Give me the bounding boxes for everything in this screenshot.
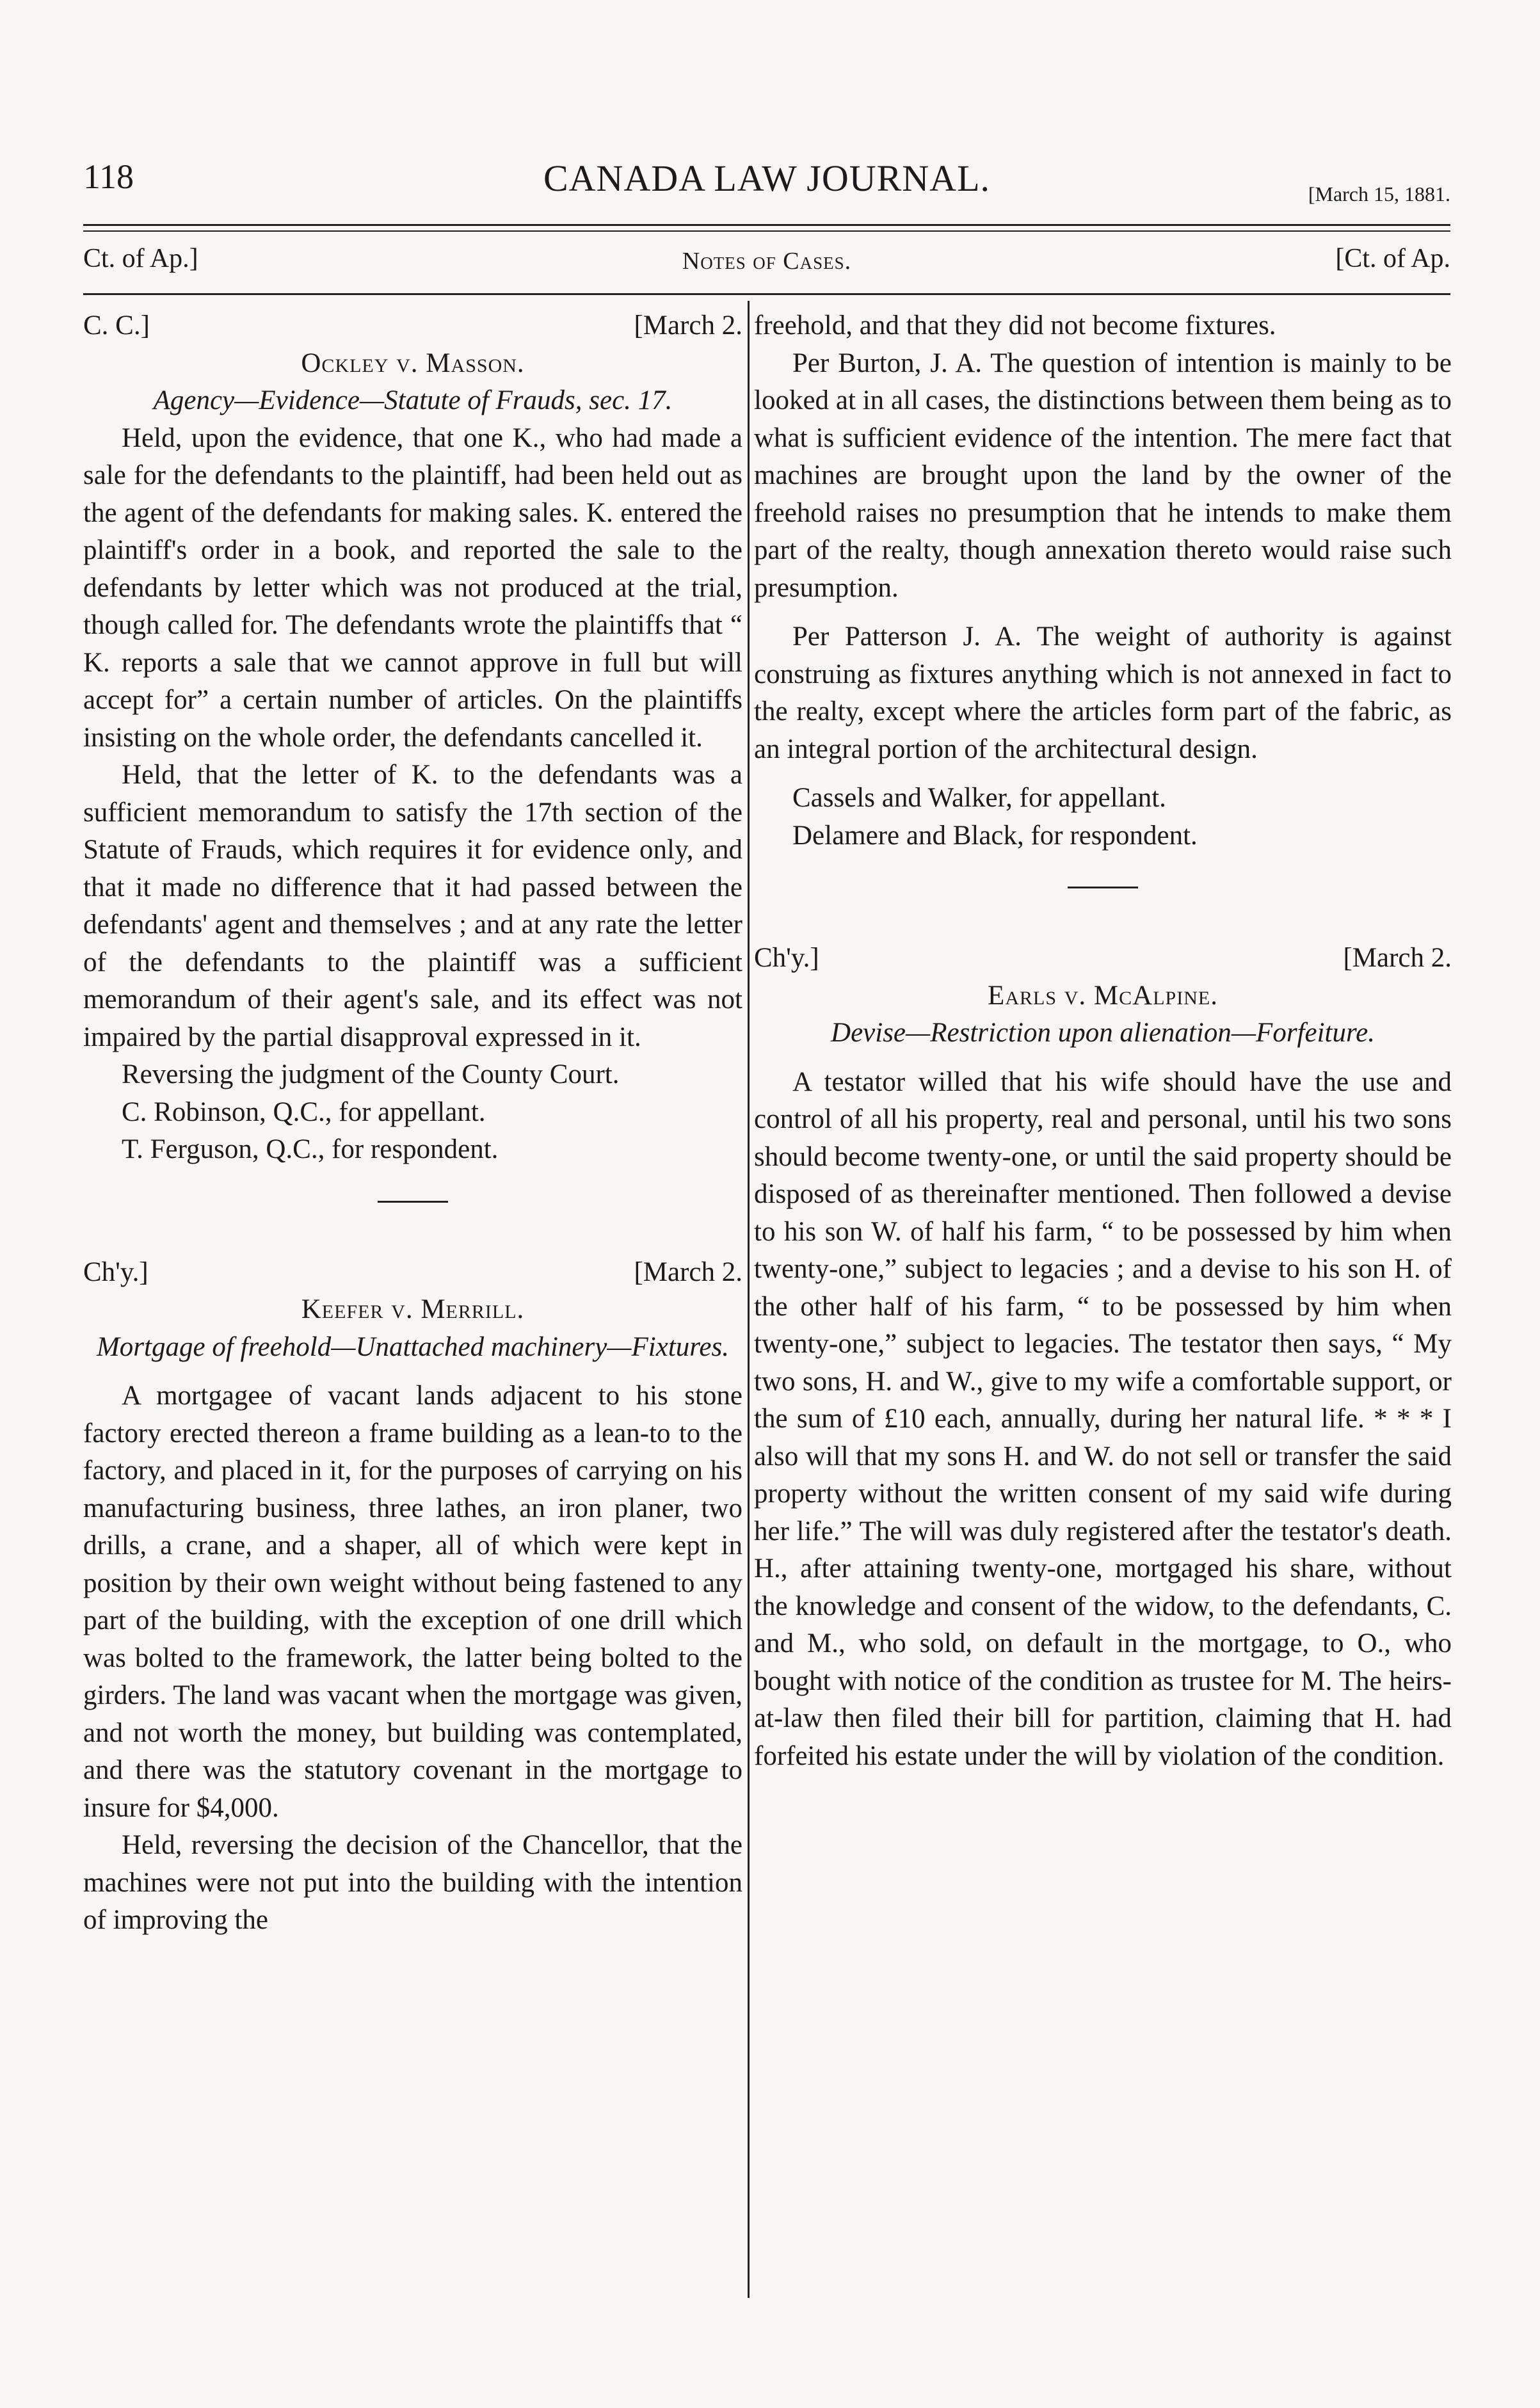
section-header <box>83 243 1450 282</box>
continued-text: freehold, and that they did not become fixtures. <box>754 310 1276 341</box>
counsel-line: T. Ferguson, Q.C., for respondent. <box>122 1134 499 1164</box>
case-title: Ockley v. Masson. <box>301 348 525 378</box>
case-date: [March 2. <box>634 1256 742 1287</box>
opinion-paragraph: Per Patterson J. A. The weight of authority is against construing as fixtures anything which is not annexed in fact to the realty, except where the articles form part of the fabric, as an integral portion of the architectural design. <box>754 622 1452 764</box>
counsel-line: Cassels and Walker, for appellant. <box>792 783 1166 813</box>
column-divider <box>748 301 750 2298</box>
case-date: [March 2. <box>1343 943 1452 973</box>
court-left: Ct. of Ap.] <box>83 244 198 273</box>
counsel-line: Delamere and Black, for respondent. <box>792 820 1198 851</box>
issue-date: [March 15, 1881. <box>1308 182 1450 205</box>
case-paragraph: A testator willed that his wife should have the use and control of all his property, real and personal, until his two sons should become twenty-one, or until the said property should be disposed of as thereinafter mentioned. Then followed a devise to his son W. of half his farm, “ to be possessed by him when twenty-one,” subject to legacies ; and a devise to his son H. of the other half of his farm, “ to be possessed by him when twenty-one,” subject to legacies. The testator then says, “ My two sons, H. and W., give to my wife a comfortable support, or the sum of £10 each, annually, during her natural life. * * * I also will that my sons H. and W. do not sell or transfer the said property without the written consent of my said wife during her life.” The will was duly registered after the testator's death. H., after attaining twenty-one, mortgaged his share, without the knowledge and consent of the widow, to the defendants, C. and M., who sold, on default in the mortgage, to O., who bought with notice of the condition as trustee for M. The heirs-at-law then filed their bill for partition, claiming that H. had forfeited his estate under the will by violation of the condition. <box>754 1066 1452 1771</box>
case-paragraph: Held, upon the evidence, that one K., who had made a sale for the defendants to the plaintiff, had been held out as the agent of the defendants for making sales. K. entered the plaintiff's order in a book, and reported the sale to the defendants by letter which was not produced at the trial, though called for. The defendants wrote the plaintiffs that “ K. reports a sale that we cannot approve in full but will accept for” a certain number of articles. On the plaintiffs insisting on the whole order, the defendants cancelled it. <box>83 422 742 753</box>
case-court: C. C.] <box>83 310 150 341</box>
case-topic: Mortgage of freehold—Unattached machinery—Fixtures. <box>96 1331 729 1362</box>
case-heading <box>754 940 1452 977</box>
case-separator <box>1068 887 1138 888</box>
case-topic: Devise—Restriction upon alienation—Forfeiture. <box>831 1018 1375 1048</box>
running-head <box>83 157 1450 208</box>
journal-title: CANADA LAW JOURNAL. <box>543 157 990 199</box>
court-right: [Ct. of Ap. <box>1335 244 1450 273</box>
section-title: Notes of Cases. <box>682 248 852 275</box>
case-court: Ch'y.] <box>754 943 819 973</box>
header-rule <box>83 224 1450 226</box>
case-heading <box>83 307 742 345</box>
right-column <box>754 307 1452 1775</box>
case-title: Earls v. McAlpine. <box>988 980 1218 1011</box>
case-court: Ch'y.] <box>83 1256 148 1287</box>
case-disposition: Reversing the judgment of the County Court. <box>122 1059 620 1089</box>
case-paragraph: A mortgagee of vacant lands adjacent to his stone factory erected thereon a frame building as a lean-to to the factory, and placed in it, for the purposes of carrying on his manufacturing business, three lathes, an iron planer, two drills, a crane, and a shaper, all of which were kept in position by their own weight without being fastened to any part of the building, with the exception of one drill which was bolted to the framework, the latter being bolted to the girders. The land was vacant when the mortgage was given, and not worth the money, but building was contemplated, and there was the statutory covenant in the mortgage to insure for $4,000. <box>83 1381 742 1823</box>
header-rule-thin <box>83 230 1450 232</box>
case-paragraph: Held, reversing the decision of the Chancellor, that the machines were not put into the building with the intention of improving the <box>83 1830 742 1935</box>
left-column <box>83 307 742 1939</box>
opinion-paragraph: Per Burton, J. A. The question of intention is mainly to be looked at in all cases, the distinctions between them being as to what is sufficient evidence of the intention. The mere fact that machines are brought upon the land by the owner of the freehold raises no presumption that he intends to make them part of the realty, though annexation thereto would raise such presumption. <box>754 348 1452 603</box>
case-separator <box>378 1201 448 1203</box>
page-number: 118 <box>83 157 134 196</box>
section-rule <box>83 293 1450 295</box>
case-heading <box>83 1254 742 1292</box>
counsel-line: C. Robinson, Q.C., for appellant. <box>122 1096 486 1127</box>
case-topic: Agency—Evidence—Statute of Frauds, sec. 17. <box>153 385 673 415</box>
case-paragraph: Held, that the letter of K. to the defendants was a sufficient memorandum to satisfy the 17th section of the Statute of Frauds, which requires it for evidence only, and that it made no difference that it had passed between the defendants' agent and themselves ; and at any rate the letter of the defendants to the plaintiff was a sufficient memorandum of their agent's sale, and its effect was not impaired by the partial disapproval expressed in it. <box>83 760 742 1052</box>
case-date: [March 2. <box>634 310 742 341</box>
case-title: Keefer v. Merrill. <box>301 1294 525 1324</box>
